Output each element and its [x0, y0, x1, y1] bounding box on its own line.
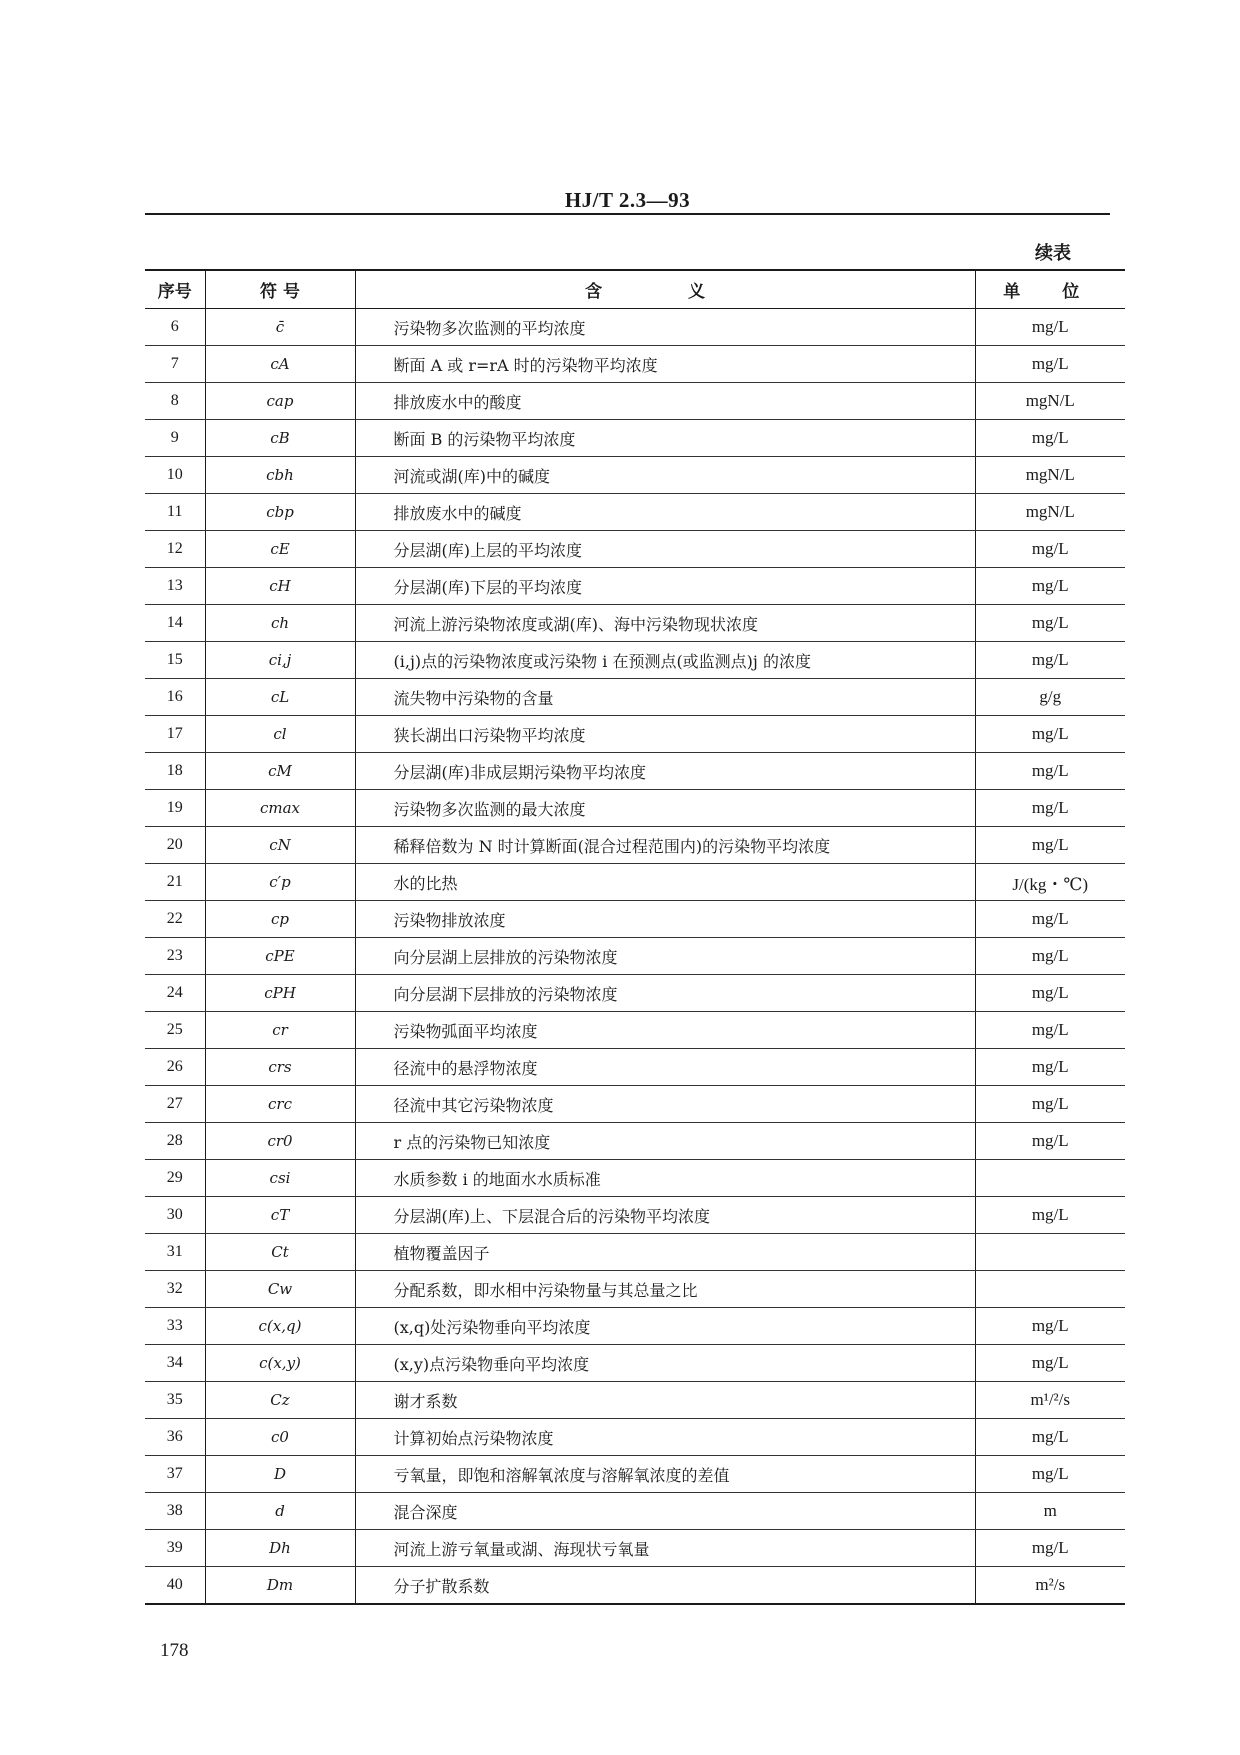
- row-unit: mg/L: [975, 1123, 1125, 1160]
- row-number: 15: [145, 642, 205, 679]
- table-row: [145, 1530, 1125, 1567]
- row-meaning: 排放废水中的酸度: [355, 383, 975, 420]
- row-meaning: 稀释倍数为 N 时计算断面(混合过程范围内)的污染物平均浓度: [355, 827, 975, 864]
- row-unit: m¹/²/s: [975, 1382, 1125, 1419]
- table-row: [145, 1086, 1125, 1123]
- row-symbol: c(x,y): [205, 1345, 355, 1382]
- table-row: [145, 1234, 1125, 1271]
- row-number: 13: [145, 568, 205, 605]
- row-meaning: 亏氧量，即饱和溶解氧浓度与溶解氧浓度的差值: [355, 1456, 975, 1493]
- row-unit: g/g: [975, 679, 1125, 716]
- table-header-row: [145, 270, 1125, 309]
- symbols-table: [145, 269, 1125, 1605]
- row-unit: mg/L: [975, 790, 1125, 827]
- row-number: 23: [145, 938, 205, 975]
- row-symbol: Cz: [205, 1382, 355, 1419]
- row-meaning: 断面 A 或 r=rA 时的污染物平均浓度: [355, 346, 975, 383]
- row-unit: [975, 1271, 1125, 1308]
- row-unit: mg/L: [975, 1308, 1125, 1345]
- row-unit: mg/L: [975, 420, 1125, 457]
- row-number: 35: [145, 1382, 205, 1419]
- row-meaning: 分层湖(库)下层的平均浓度: [355, 568, 975, 605]
- table-row: [145, 1345, 1125, 1382]
- table-row: [145, 938, 1125, 975]
- row-meaning: 分层湖(库)非成层期污染物平均浓度: [355, 753, 975, 790]
- row-meaning: 水质参数 i 的地面水水质标准: [355, 1160, 975, 1197]
- row-unit: mg/L: [975, 346, 1125, 383]
- row-unit: mg/L: [975, 642, 1125, 679]
- header-rule: [145, 213, 1110, 215]
- row-meaning: 污染物多次监测的平均浓度: [355, 309, 975, 346]
- row-unit: m: [975, 1493, 1125, 1530]
- row-symbol: cr: [205, 1012, 355, 1049]
- row-symbol: D: [205, 1456, 355, 1493]
- row-unit: mg/L: [975, 1530, 1125, 1567]
- row-number: 9: [145, 420, 205, 457]
- table-body: [145, 309, 1125, 1605]
- row-symbol: cp: [205, 901, 355, 938]
- row-number: 18: [145, 753, 205, 790]
- row-symbol: crs: [205, 1049, 355, 1086]
- row-symbol: cPE: [205, 938, 355, 975]
- continued-label: 续表: [1035, 243, 1071, 264]
- row-meaning: 排放废水中的碱度: [355, 494, 975, 531]
- row-unit: mg/L: [975, 975, 1125, 1012]
- row-number: 12: [145, 531, 205, 568]
- row-unit: mg/L: [975, 1419, 1125, 1456]
- row-number: 6: [145, 309, 205, 346]
- row-meaning: 污染物弧面平均浓度: [355, 1012, 975, 1049]
- row-meaning: 河流上游污染物浓度或湖(库)、海中污染物现状浓度: [355, 605, 975, 642]
- row-symbol: d: [205, 1493, 355, 1530]
- row-symbol: crc: [205, 1086, 355, 1123]
- row-unit: mg/L: [975, 1086, 1125, 1123]
- table-row: [145, 605, 1125, 642]
- row-meaning: 污染物排放浓度: [355, 901, 975, 938]
- row-number: 33: [145, 1308, 205, 1345]
- row-unit: mg/L: [975, 753, 1125, 790]
- row-unit: mg/L: [975, 605, 1125, 642]
- row-meaning: 分子扩散系数: [355, 1567, 975, 1605]
- row-symbol: c′p: [205, 864, 355, 901]
- table-row: [145, 1160, 1125, 1197]
- row-symbol: Dh: [205, 1530, 355, 1567]
- row-number: 24: [145, 975, 205, 1012]
- row-unit: mg/L: [975, 309, 1125, 346]
- table-row: [145, 1493, 1125, 1530]
- column-header-symbol: 符 号: [205, 270, 355, 309]
- row-symbol: cL: [205, 679, 355, 716]
- row-number: 30: [145, 1197, 205, 1234]
- row-meaning: 河流或湖(库)中的碱度: [355, 457, 975, 494]
- row-number: 40: [145, 1567, 205, 1605]
- row-symbol: Dm: [205, 1567, 355, 1605]
- row-meaning: 分层湖(库)上层的平均浓度: [355, 531, 975, 568]
- table-row: [145, 1419, 1125, 1456]
- row-meaning: 河流上游亏氧量或湖、海现状亏氧量: [355, 1530, 975, 1567]
- table-row: [145, 346, 1125, 383]
- row-meaning: 径流中的悬浮物浓度: [355, 1049, 975, 1086]
- row-symbol: ci,j: [205, 642, 355, 679]
- row-number: 39: [145, 1530, 205, 1567]
- table-row: [145, 790, 1125, 827]
- row-number: 36: [145, 1419, 205, 1456]
- row-symbol: cT: [205, 1197, 355, 1234]
- row-unit: mg/L: [975, 938, 1125, 975]
- row-symbol: cA: [205, 346, 355, 383]
- row-symbol: csi: [205, 1160, 355, 1197]
- row-number: 8: [145, 383, 205, 420]
- row-meaning: r 点的污染物已知浓度: [355, 1123, 975, 1160]
- row-number: 32: [145, 1271, 205, 1308]
- row-number: 21: [145, 864, 205, 901]
- table-row: [145, 457, 1125, 494]
- row-meaning: 径流中其它污染物浓度: [355, 1086, 975, 1123]
- table-row: [145, 1456, 1125, 1493]
- row-meaning: (i,j)点的污染物浓度或污染物 i 在预测点(或监测点)j 的浓度: [355, 642, 975, 679]
- row-symbol: c̄: [205, 309, 355, 346]
- row-symbol: cM: [205, 753, 355, 790]
- table-row: [145, 568, 1125, 605]
- row-number: 19: [145, 790, 205, 827]
- table-row: [145, 531, 1125, 568]
- row-unit: [975, 1234, 1125, 1271]
- row-symbol: cr0: [205, 1123, 355, 1160]
- table-row: [145, 1308, 1125, 1345]
- row-unit: mgN/L: [975, 457, 1125, 494]
- row-symbol: cN: [205, 827, 355, 864]
- table-row: [145, 1382, 1125, 1419]
- table-row: [145, 1123, 1125, 1160]
- row-meaning: 植物覆盖因子: [355, 1234, 975, 1271]
- table-row: [145, 716, 1125, 753]
- row-meaning: 流失物中污染物的含量: [355, 679, 975, 716]
- row-number: 34: [145, 1345, 205, 1382]
- row-unit: [975, 1160, 1125, 1197]
- row-symbol: c0: [205, 1419, 355, 1456]
- table-row: [145, 1271, 1125, 1308]
- row-symbol: cE: [205, 531, 355, 568]
- row-number: 22: [145, 901, 205, 938]
- table-row: [145, 383, 1125, 420]
- table-row: [145, 420, 1125, 457]
- row-number: 11: [145, 494, 205, 531]
- row-number: 37: [145, 1456, 205, 1493]
- row-number: 26: [145, 1049, 205, 1086]
- row-meaning: 向分层湖上层排放的污染物浓度: [355, 938, 975, 975]
- row-meaning: 分层湖(库)上、下层混合后的污染物平均浓度: [355, 1197, 975, 1234]
- row-number: 20: [145, 827, 205, 864]
- row-meaning: 谢才系数: [355, 1382, 975, 1419]
- table-row: [145, 494, 1125, 531]
- table-row: [145, 679, 1125, 716]
- row-symbol: cap: [205, 383, 355, 420]
- row-number: 16: [145, 679, 205, 716]
- row-number: 31: [145, 1234, 205, 1271]
- row-unit: mg/L: [975, 531, 1125, 568]
- row-meaning: (x,y)点污染物垂向平均浓度: [355, 1345, 975, 1382]
- row-meaning: 计算初始点污染物浓度: [355, 1419, 975, 1456]
- row-unit: mg/L: [975, 901, 1125, 938]
- column-header-unit: 单 位: [975, 270, 1125, 309]
- row-unit: mgN/L: [975, 383, 1125, 420]
- row-number: 7: [145, 346, 205, 383]
- row-symbol: cmax: [205, 790, 355, 827]
- row-unit: mg/L: [975, 568, 1125, 605]
- row-symbol: Cw: [205, 1271, 355, 1308]
- row-unit: mg/L: [975, 1012, 1125, 1049]
- row-symbol: cH: [205, 568, 355, 605]
- row-meaning: 水的比热: [355, 864, 975, 901]
- row-unit: mg/L: [975, 1456, 1125, 1493]
- row-meaning: 断面 B 的污染物平均浓度: [355, 420, 975, 457]
- table-row: [145, 1012, 1125, 1049]
- row-unit: mg/L: [975, 1197, 1125, 1234]
- table-row: [145, 1567, 1125, 1605]
- row-symbol: cbp: [205, 494, 355, 531]
- row-unit: mgN/L: [975, 494, 1125, 531]
- row-number: 10: [145, 457, 205, 494]
- row-number: 27: [145, 1086, 205, 1123]
- row-meaning: (x,q)处污染物垂向平均浓度: [355, 1308, 975, 1345]
- table-row: [145, 753, 1125, 790]
- row-symbol: cPH: [205, 975, 355, 1012]
- page-number: 178: [160, 1640, 189, 1661]
- table-row: [145, 642, 1125, 679]
- table-row: [145, 864, 1125, 901]
- row-number: 38: [145, 1493, 205, 1530]
- row-unit: mg/L: [975, 1049, 1125, 1086]
- row-meaning: 向分层湖下层排放的污染物浓度: [355, 975, 975, 1012]
- row-number: 17: [145, 716, 205, 753]
- table-row: [145, 901, 1125, 938]
- table-row: [145, 1049, 1125, 1086]
- row-meaning: 混合深度: [355, 1493, 975, 1530]
- standard-code-header: HJ/T 2.3—93: [564, 188, 691, 212]
- table-row: [145, 309, 1125, 346]
- table-row: [145, 1197, 1125, 1234]
- row-unit: mg/L: [975, 827, 1125, 864]
- table-row: [145, 827, 1125, 864]
- row-symbol: cl: [205, 716, 355, 753]
- row-number: 25: [145, 1012, 205, 1049]
- column-header-meaning: 含 义: [355, 270, 975, 309]
- row-symbol: Ct: [205, 1234, 355, 1271]
- row-symbol: cB: [205, 420, 355, 457]
- row-meaning: 分配系数，即水相中污染物量与其总量之比: [355, 1271, 975, 1308]
- row-meaning: 狭长湖出口污染物平均浓度: [355, 716, 975, 753]
- row-number: 28: [145, 1123, 205, 1160]
- row-meaning: 污染物多次监测的最大浓度: [355, 790, 975, 827]
- table-row: [145, 975, 1125, 1012]
- row-number: 14: [145, 605, 205, 642]
- row-unit: mg/L: [975, 716, 1125, 753]
- row-unit: J/(kg・℃): [975, 864, 1125, 901]
- column-header-no: 序号: [145, 270, 205, 309]
- row-symbol: c(x,q): [205, 1308, 355, 1345]
- row-unit: m²/s: [975, 1567, 1125, 1605]
- row-symbol: ch: [205, 605, 355, 642]
- row-unit: mg/L: [975, 1345, 1125, 1382]
- row-symbol: cbh: [205, 457, 355, 494]
- row-number: 29: [145, 1160, 205, 1197]
